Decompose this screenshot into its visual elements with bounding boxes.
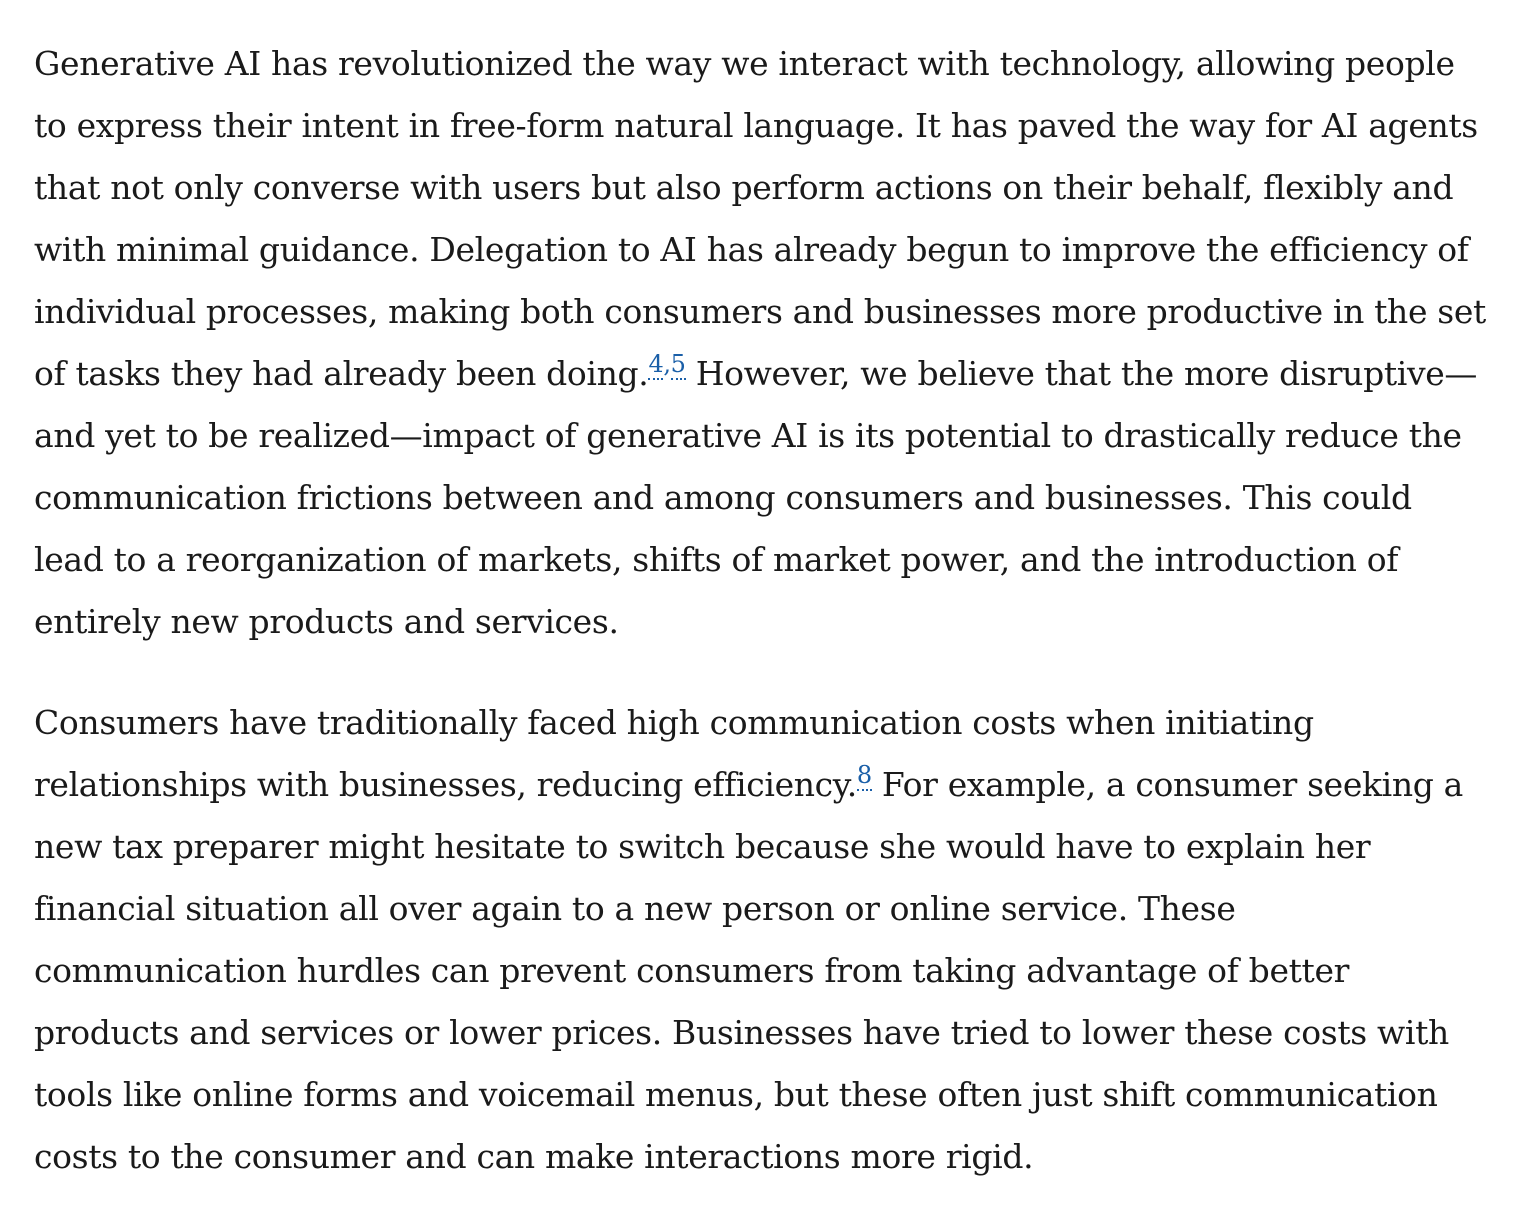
citation-group — [857, 761, 872, 791]
text-segment: However, we believe that the more disruptive— — [685, 354, 1478, 393]
article-body — [34, 33, 1514, 1188]
citation-link-8[interactable]: 8 — [856, 760, 872, 789]
text-line: individual processes, making both consumers and businesses more productive in the set — [34, 292, 1486, 331]
text-line: lead to a reorganization of markets, shifts of market power, and the introduction of — [34, 540, 1399, 579]
paragraph-1 — [34, 33, 1514, 653]
citation-group — [648, 350, 685, 380]
text-line: tools like online forms and voicemail menus, but these often just shift communication — [34, 1075, 1438, 1114]
text-line: and yet to be realized—impact of generative AI is its potential to drastically reduce the — [34, 416, 1462, 455]
citation-link-4[interactable]: 4 — [648, 349, 664, 378]
text-segment: relationships with businesses, reducing efficiency. — [34, 765, 857, 804]
text-line: that not only converse with users but also perform actions on their behalf, flexibly and — [34, 168, 1454, 207]
text-line: to express their intent in free-form natural language. It has paved the way for AI agents — [34, 106, 1478, 145]
paragraph-2 — [34, 692, 1514, 1188]
citation-link-5[interactable]: 5 — [670, 349, 686, 378]
text-line: with minimal guidance. Delegation to AI has already begun to improve the efficiency of — [34, 230, 1469, 269]
text-line: communication frictions between and among consumers and businesses. This could — [34, 478, 1412, 517]
text-line: costs to the consumer and can make interactions more rigid. — [34, 1137, 1034, 1176]
text-line: products and services or lower prices. Businesses have tried to lower these costs with — [34, 1013, 1449, 1052]
text-line: Consumers have traditionally faced high communication costs when initiating — [34, 703, 1314, 742]
citation-separator: , — [663, 349, 671, 378]
text-line: communication hurdles can prevent consumers from taking advantage of better — [34, 951, 1350, 990]
text-segment: For example, a consumer seeking a — [871, 765, 1464, 804]
text-line: entirely new products and services. — [34, 602, 619, 641]
text-line: new tax preparer might hesitate to switch because she would have to explain her — [34, 827, 1371, 866]
text-line-with-citation — [34, 754, 1514, 816]
text-line: financial situation all over again to a new person or online service. These — [34, 889, 1236, 928]
text-segment: of tasks they had already been doing. — [34, 354, 649, 393]
text-line-with-citation — [34, 343, 1514, 405]
text-line: Generative AI has revolutionized the way we interact with technology, allowing people — [34, 44, 1455, 83]
